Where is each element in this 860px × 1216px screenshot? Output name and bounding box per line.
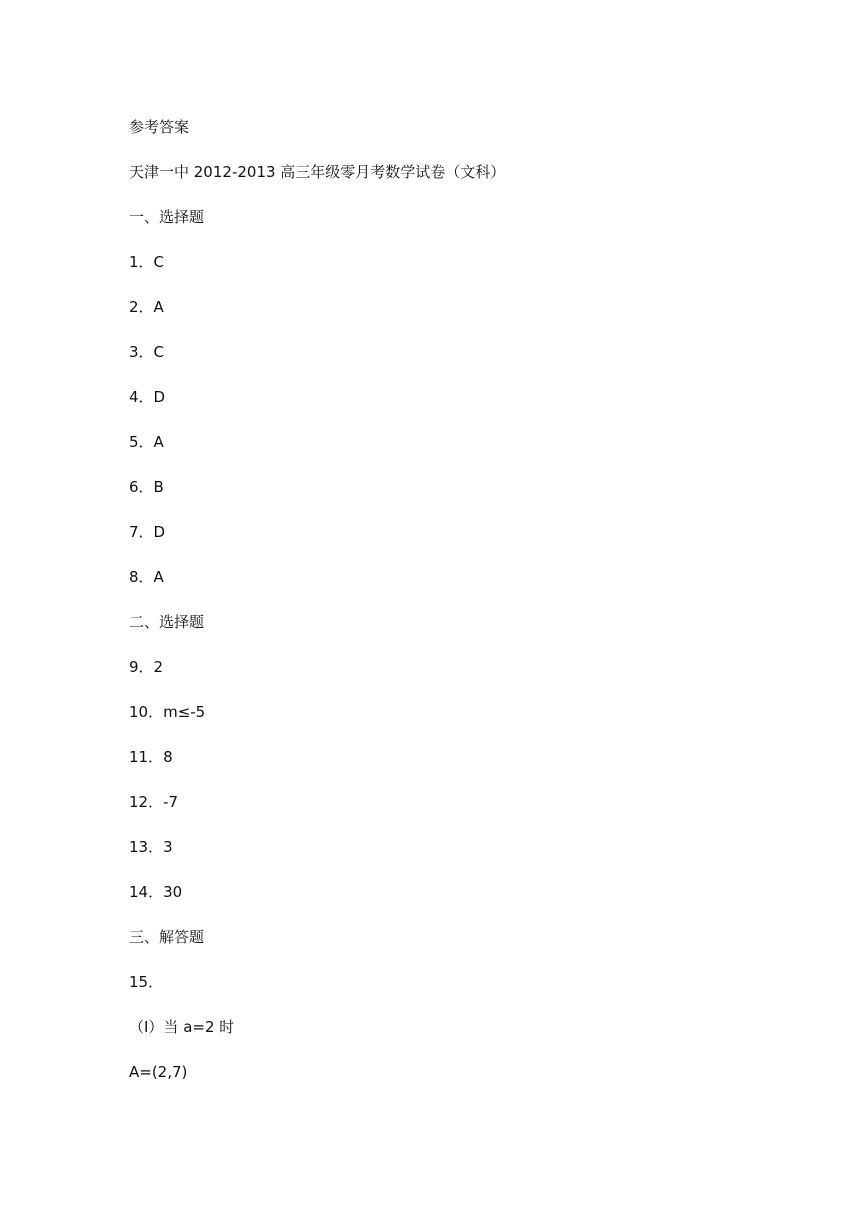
solution-step: A=(2,7): [129, 1063, 188, 1081]
answer-line: 13．3: [129, 838, 173, 856]
answer-line: 14．30: [129, 883, 183, 901]
answer-line: 9．2: [129, 658, 164, 676]
section-heading-fill: 二、选择题: [129, 613, 205, 631]
document-heading: 参考答案: [129, 118, 190, 136]
answer-line: 2．A: [129, 298, 164, 316]
answer-line: 11．8: [129, 748, 173, 766]
answer-line: 1．C: [129, 253, 165, 271]
answer-line: 6．B: [129, 478, 164, 496]
section-heading-choice: 一、选择题: [129, 208, 205, 226]
answer-line: 10．m≤-5: [129, 703, 206, 721]
answer-line: 8．A: [129, 568, 164, 586]
answer-line: 7．D: [129, 523, 166, 541]
answer-line: 12．-7: [129, 793, 179, 811]
problem-number: 15．: [129, 973, 164, 991]
exam-title: 天津一中 2012-2013 高三年级零月考数学试卷（文科）: [129, 163, 506, 181]
solution-step: （I）当 a=2 时: [129, 1018, 235, 1036]
section-heading-solution: 三、解答题: [129, 928, 205, 946]
answer-line: 5．A: [129, 433, 164, 451]
answer-line: 3．C: [129, 343, 165, 361]
answer-line: 4．D: [129, 388, 166, 406]
answer-key-content: [129, 117, 729, 1107]
